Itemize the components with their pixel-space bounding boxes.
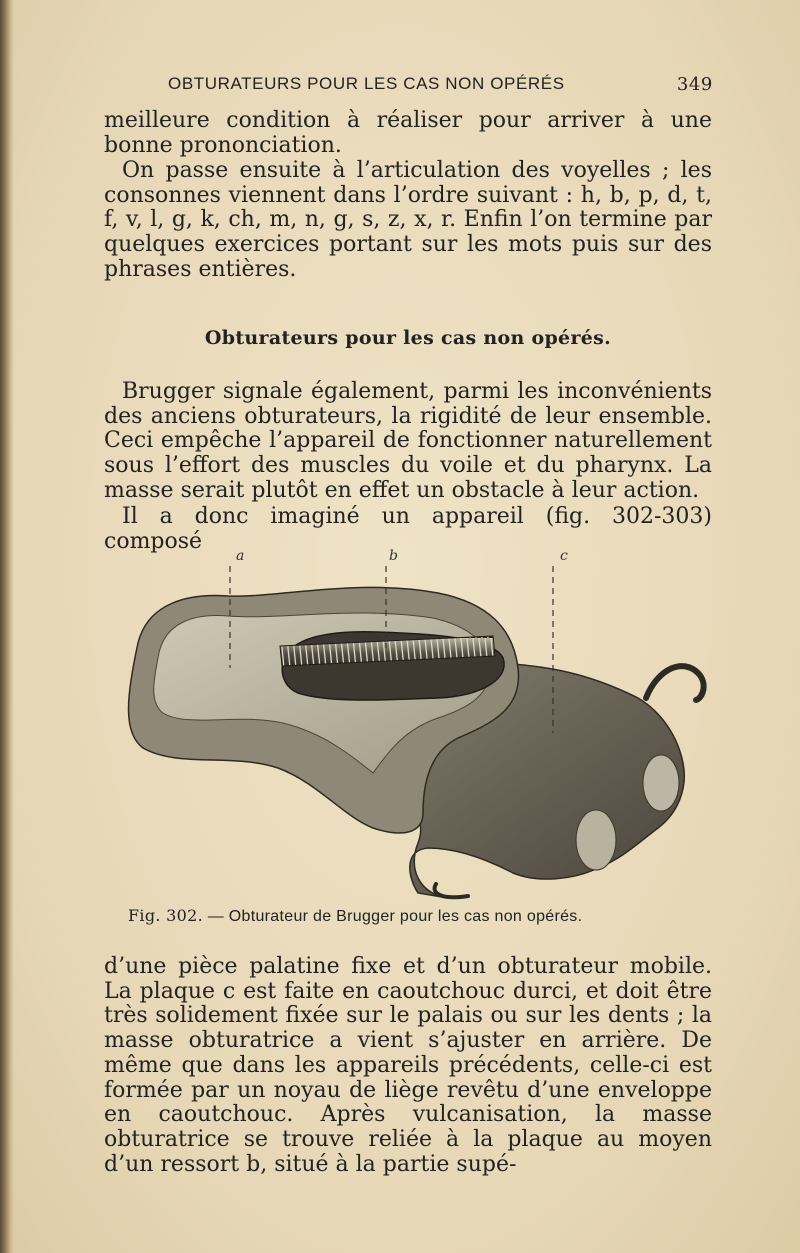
figure-caption (128, 906, 708, 926)
obturator-illustration (118, 548, 718, 900)
paragraph-appareil-text: Il a donc imaginé un appareil (fig. 302-303) composé (104, 504, 712, 554)
caption-dash: — (207, 908, 225, 925)
figure-label-a: a (236, 548, 245, 564)
figure-label-b: b (389, 548, 398, 564)
obturator-figure (118, 548, 718, 900)
page-number: 349 (676, 74, 713, 95)
book-spine-shadow (0, 0, 14, 1253)
paragraph-brugger-text: Brugger signale également, parmi les inconvénients des anciens obturateurs, la rigidité de leur ensemble. Ceci empêche l’appareil de fonctionner naturellement sous l’effort des muscles du voile et du pharynx. La masse serait plutôt en effet un obstacle à leur action. (104, 379, 712, 503)
paragraph-appareil (104, 505, 712, 554)
running-header (168, 74, 713, 100)
paragraph-articulation-text: On passe ensuite à l’articulation des voyelles ; les consonnes viennent dans l’ordre suivant : h, b, p, d, t, f, v, l, g, k, ch, m, n, g, s, z, x, r. Enfin l’on termine par quelques exercices portant sur les mots puis sur des phrases entières. (104, 158, 712, 282)
paragraph-description: d’une pièce palatine fixe et d’un obturateur mobile. La plaque c est faite en caoutchouc durci, et doit être très solidement fixée sur le palais ou sur les dents ; la masse obturatrice a vient s’ajuster en arrière. De même que dans les appareils précédents, celle-ci est formée par un noyau de liège revêtu d’une enveloppe en caoutchouc. Après vulcanisation, la masse obturatrice se trouve reliée à la plaque au moyen d’un ressort b, situé à la partie supé- (104, 954, 712, 1177)
caption-text: Obturateur de Brugger pour les cas non opérés. (228, 908, 583, 925)
wire-clasp (646, 666, 704, 700)
running-title: OBTURATEURS POUR LES CAS NON OPÉRÉS (168, 74, 565, 93)
paragraph-articulation (104, 159, 712, 283)
figure-label-c: c (560, 548, 568, 564)
section-heading: Obturateurs pour les cas non opérés. (204, 327, 612, 349)
paragraph-continuation: meilleure condition à réaliser pour arriver à une bonne prononciation. (104, 108, 712, 158)
figure-number: Fig. 302. (128, 906, 203, 925)
paragraph-brugger (104, 380, 712, 504)
